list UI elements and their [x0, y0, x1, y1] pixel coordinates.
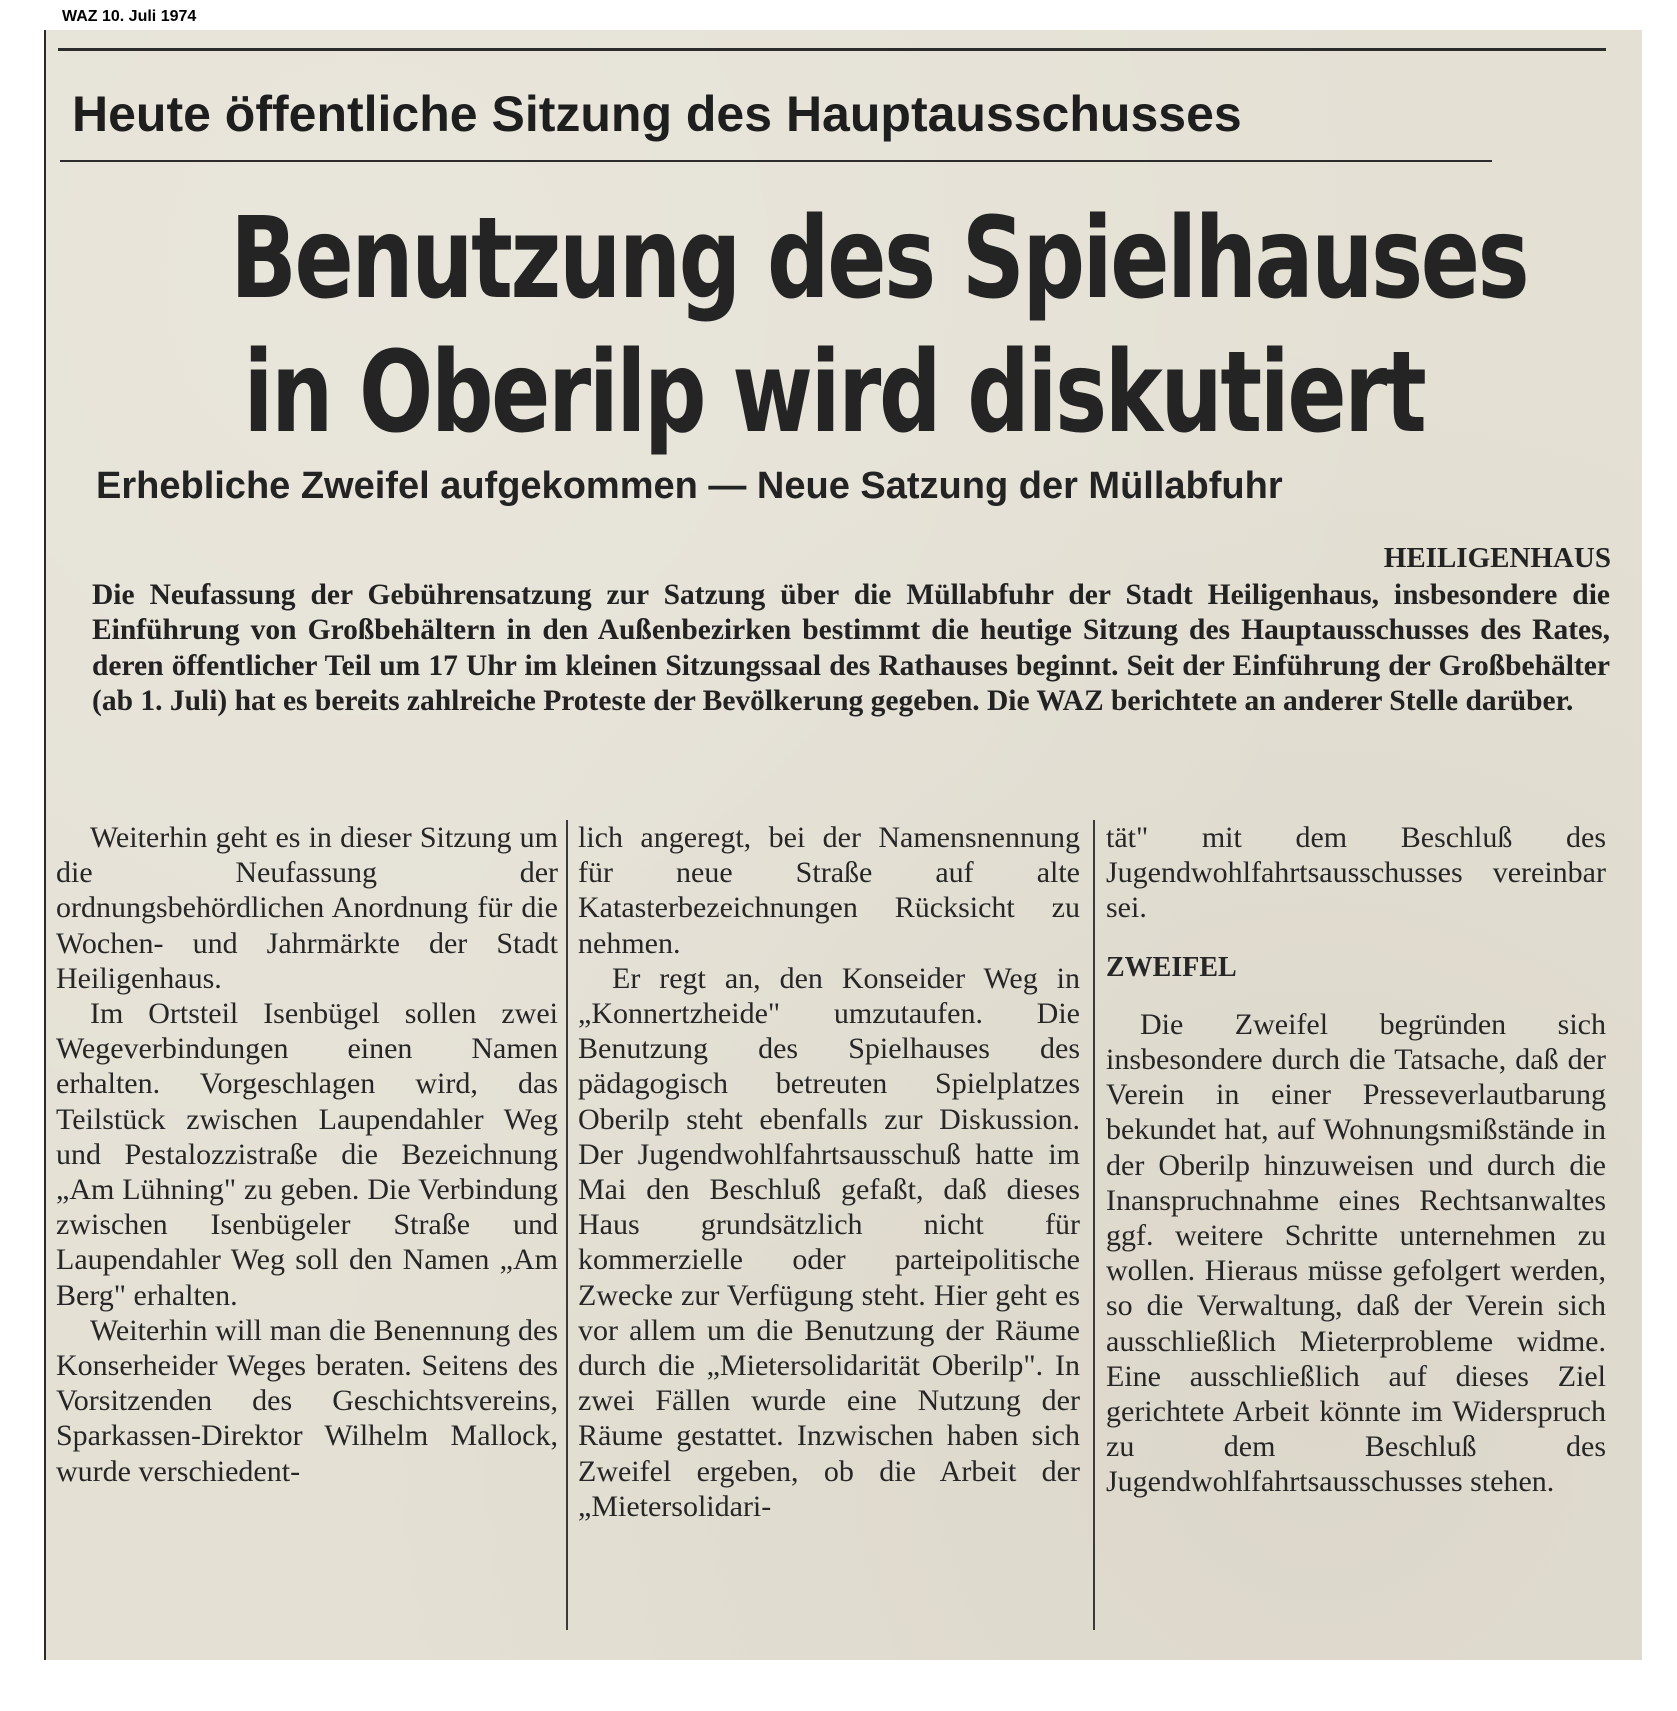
paragraph: Die Zweifel begründen sich insbesondere durch die Tatsache, daß der Verein in einer Presseverlautbarung bekundet hat, auf Wohnungsmißstände in der Oberilp hinzuweisen und durch die Inanspruchnahme eines Rechtsanwaltes ggf. weitere Schritte unternehmen zu wollen. Hieraus müsse gefolgert werden, so die Verwaltung, daß der Verein sich ausschließlich Mieterprobleme widme. Eine ausschließlich auf dieses Ziel gerichtete Arbeit könnte im Widerspruch zu dem Beschluß des Jugendwohlfahrtsausschusses stehen.: [1106, 1007, 1606, 1499]
dateline: HEILIGENHAUS: [1383, 542, 1611, 574]
paragraph: tät" mit dem Beschluß des Jugendwohlfahrtsausschusses vereinbar sei.: [1106, 821, 1606, 925]
clipping-left-edge: [44, 30, 46, 1660]
section-heading: ZWEIFEL: [1106, 951, 1237, 983]
column-rule-2: [1093, 820, 1095, 1630]
paragraph: Er regt an, den Konseider Weg in „Konnertzheide" umzutaufen. Die Benutzung des Spielhauses des pädagogisch betreuten Spielplatzes Oberilp steht ebenfalls zur Diskussion. Der Jugendwohlfahrtsausschuß hatte im Mai den Beschluß gefaßt, daß dieses Haus grundsätzlich nicht für kommerzielle oder parteipolitische Zwecke zur Verfügung steht. Hier geht es vor allem um die Benutzung der Räume durch die „Mietersolidarität Oberilp". In zwei Fällen wurde eine Nutzung der Räume gestattet. Inzwischen haben sich Zweifel ergeben, ob die Arbeit der „Mietersolidari-: [578, 961, 1080, 1523]
article-column-1: [56, 820, 558, 1489]
main-headline: [60, 192, 1608, 460]
column-rule-1: [566, 820, 568, 1630]
subheadline: Erhebliche Zweifel aufgekommen — Neue Satzung der Müllabfuhr: [96, 465, 1283, 507]
top-rule: [58, 48, 1606, 51]
lead-paragraph: Die Neufassung der Gebührensatzung zur Satzung über die Müllabfuhr der Stadt Heiligenhaus, insbesondere die Einführung von Großbehältern in den Außenbezirken bestimmt die heutige Sitzung des Hauptausschusses des Rates, deren öffentlicher Teil um 17 Uhr im kleinen Sitzungssaal des Rathauses beginnt. Seit der Einführung der Großbehälter (ab 1. Juli) hat es bereits zahlreiche Proteste der Bevölkerung gegeben. Die WAZ berichtete an anderer Stelle darüber.: [92, 579, 1610, 718]
paragraph: lich angeregt, bei der Namensnennung für neue Straße auf alte Katasterbezeichnungen Rücksicht zu nehmen.: [578, 821, 1080, 960]
headline-line-2: in Oberilp wird diskutiert: [243, 328, 1425, 458]
article-column-2: [578, 820, 1080, 1524]
kicker-rule: [60, 160, 1492, 162]
paragraph: Im Ortsteil Isenbügel sollen zwei Wegeverbindungen einen Namen erhalten. Vorgeschlagen wird, das Teilstück zwischen Laupendahler Weg und Pestalozzistraße die Bezeichnung „Am Lühning" zu geben. Die Verbindung zwischen Isenbügeler Straße und Laupendahler Weg soll den Namen „Am Berg" erhalten.: [56, 997, 558, 1312]
source-label: WAZ 10. Juli 1974: [62, 8, 197, 25]
paragraph: Weiterhin will man die Benennung des Konserheider Weges beraten. Seitens des Vorsitzenden des Geschichtsvereins, Sparkassen-Direktor Wilhelm Mallock, wurde verschiedent-: [56, 1313, 558, 1488]
paragraph: Weiterhin geht es in dieser Sitzung um die Neufassung der ordnungsbehördlichen Anordnung für die Wochen- und Jahrmärkte der Stadt Heiligenhaus.: [56, 821, 558, 995]
article-column-3: [1106, 820, 1606, 1500]
headline-line-1: Benutzung des Spielhauses: [230, 194, 1528, 324]
kicker-headline: Heute öffentliche Sitzung des Hauptausschusses: [72, 86, 1242, 142]
